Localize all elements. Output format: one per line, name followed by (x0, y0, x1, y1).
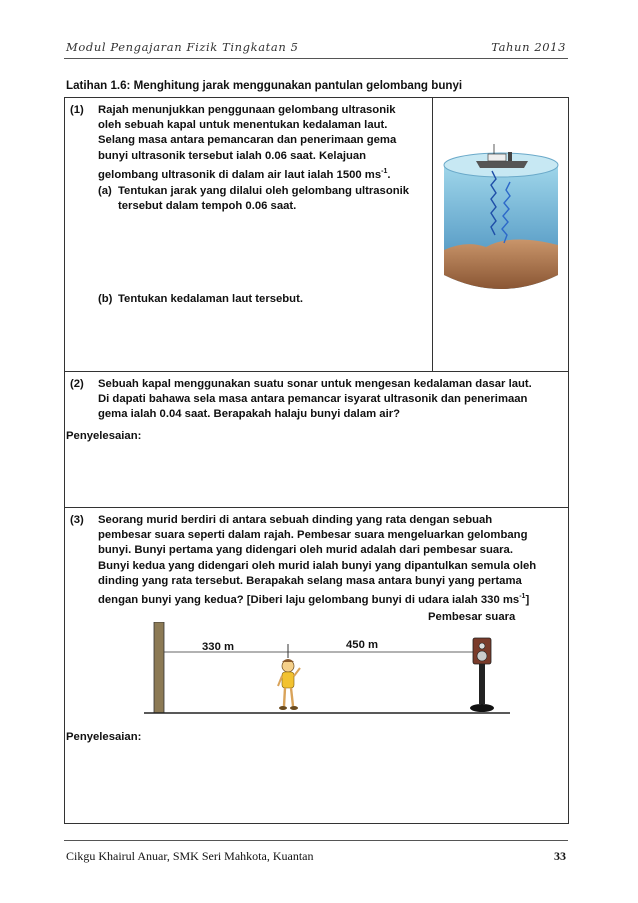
student-icon (278, 659, 300, 710)
footer-rule (64, 840, 568, 841)
question-2 (70, 377, 565, 423)
question-1a-line: tersebut dalam tempoh 0.06 saat. (118, 200, 297, 213)
wall-icon (154, 622, 164, 713)
question-3-line: dinding yang rata tersebut. Berapakah selang masa antara bunyi yang pertama (98, 574, 522, 587)
question-1a (98, 184, 428, 214)
question-1-line: bunyi ultrasonik tersebut ialah 0.06 saat. Kelajuan (98, 149, 367, 162)
header-year: Tahun 2013 (491, 40, 566, 54)
question-2-line: gema ialah 0.04 saat. Berapakah halaju bunyi dalam air? (98, 408, 401, 421)
question-2-line: Di dapati bahawa sela masa antara pemancar isyarat ultrasonik dan penerimaan (98, 393, 528, 406)
question-1 (70, 103, 430, 183)
speaker-icon (470, 638, 494, 712)
question-1-line: Rajah menunjukkan penggunaan gelombang ultrasonik (98, 104, 396, 116)
header-rule (64, 58, 568, 59)
exercise-title: Latihan 1.6: Menghitung jarak menggunakan pantulan gelombang bunyi (66, 79, 463, 92)
question-1b (98, 292, 428, 307)
distance-student-to-speaker: 450 m (346, 639, 379, 651)
page-header (66, 40, 566, 60)
question-1-line: gelombang ultrasonik di dalam air laut ialah 1500 $ms^{-1}$. (98, 167, 391, 181)
question-1-line: oleh sebuah kapal untuk menentukan kedalaman laut. (98, 119, 388, 132)
question-1b-number: (b) (98, 293, 113, 305)
sonar-ship-figure (436, 135, 566, 305)
speaker-label: Pembesar suara (428, 611, 516, 623)
question-3-line: dengan bunyi yang kedua? [Diberi laju gelombang bunyi di udara ialah 330 $ms^{-1}$] (98, 593, 530, 606)
question-3-solution-label: Penyelesaian: (66, 731, 142, 743)
wall-student-speaker-diagram (140, 622, 520, 717)
question-1-line: Selang masa antara pemancaran dan penerimaan gema (98, 134, 397, 147)
footer-author: Cikgu Khairul Anuar, SMK Seri Mahkota, Kuantan (66, 849, 314, 863)
distance-wall-to-student: 330 m (202, 641, 235, 653)
question-3-line: bunyi. Bunyi pertama yang didengari oleh murid adalah dari pembesar suara. (98, 544, 513, 557)
question-1a-line: Tentukan jarak yang dilalui oleh gelombang ultrasonik (118, 185, 410, 197)
question-1b-text: Tentukan kedalaman laut tersebut. (118, 293, 303, 305)
question-1a-number: (a) (98, 185, 112, 197)
header-module-title: Modul Pengajaran Fizik Tingkatan 5 (66, 40, 299, 54)
question-2-line: Sebuah kapal menggunakan suatu sonar untuk mengesan kedalaman dasar laut. (98, 378, 532, 390)
question-3-line: Bunyi kedua yang didengari oleh murid ialah bunyi yang dipantulkan semula oleh (98, 559, 537, 572)
question-1-number: (1) (70, 104, 84, 116)
page-number: 33 (554, 849, 566, 863)
question-3-line: pembesar suara seperti dalam rajah. Pembesar suara mengeluarkan gelombang (98, 529, 528, 542)
question-3 (70, 513, 565, 608)
question-3-line: Seorang murid berdiri di antara sebuah dinding yang rata dengan sebuah (98, 514, 493, 526)
question-2-solution-label: Penyelesaian: (66, 430, 142, 442)
question-2-number: (2) (70, 378, 84, 390)
question-3-number: (3) (70, 514, 84, 526)
